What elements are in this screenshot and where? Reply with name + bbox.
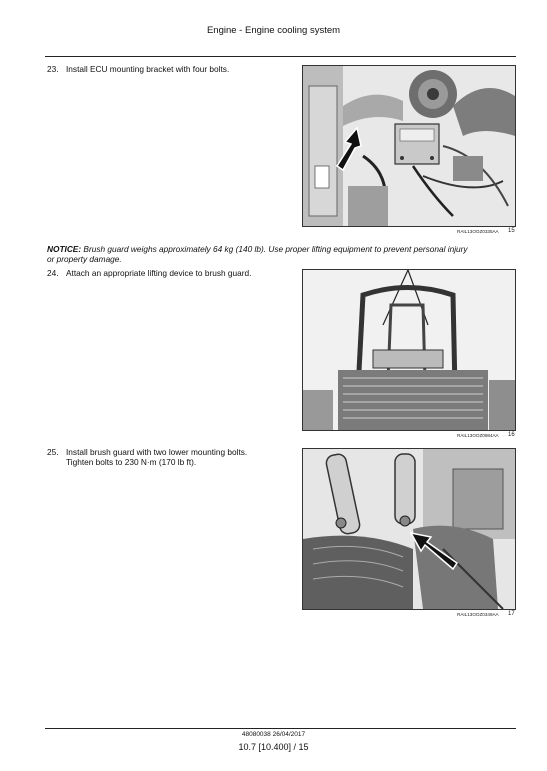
step-text: Attach an appropriate lifting device to brush guard. [66, 268, 252, 278]
step-number: 25. [47, 447, 59, 457]
step-24 [47, 268, 251, 278]
figure-17-number: 17 [508, 611, 515, 617]
step-number: 23. [47, 64, 59, 74]
notice-text: Brush guard weighs approximately 64 kg (140 lb). Use proper lifting equipment to prevent personal injury [81, 244, 468, 254]
figure-15-photo [302, 65, 516, 227]
header-rule [45, 56, 516, 57]
notice-label: NOTICE: [47, 244, 82, 254]
brush-guard-bolts-illustration [303, 449, 515, 609]
footer-rule [45, 728, 516, 729]
step-25 [47, 447, 247, 467]
footer-page-number: 10.7 [10.400] / 15 [238, 742, 309, 752]
notice-line-2: or property damage. [47, 254, 122, 264]
step-text-line-1: Install brush guard with two lower mounting bolts. [66, 447, 248, 457]
step-text-line-2: Tighten bolts to 230 N·m (170 lb ft). [66, 457, 197, 467]
figure-16-photo [302, 269, 516, 431]
page-header-title: Engine - Engine cooling system [206, 25, 341, 36]
notice-line-1 [47, 244, 517, 254]
figure-15-code: RAIL13OOZ0335AA [457, 229, 499, 234]
figure-16-code: RAIL13OOZ0984AA [457, 433, 499, 438]
figure-17-code: RAIL13OOZ0349AA [457, 612, 499, 617]
step-text: Install ECU mounting bracket with four bolts. [66, 64, 230, 74]
figure-16-number: 16 [508, 432, 515, 438]
footer-document-code: 48080038 26/04/2017 [241, 731, 306, 738]
figure-17-photo [302, 448, 516, 610]
ecu-engine-illustration [303, 66, 515, 226]
notice-block [47, 244, 517, 264]
brush-guard-lifting-illustration [303, 270, 515, 430]
step-number: 24. [47, 268, 59, 278]
step-23 [47, 64, 229, 74]
figure-15-number: 15 [508, 228, 515, 234]
